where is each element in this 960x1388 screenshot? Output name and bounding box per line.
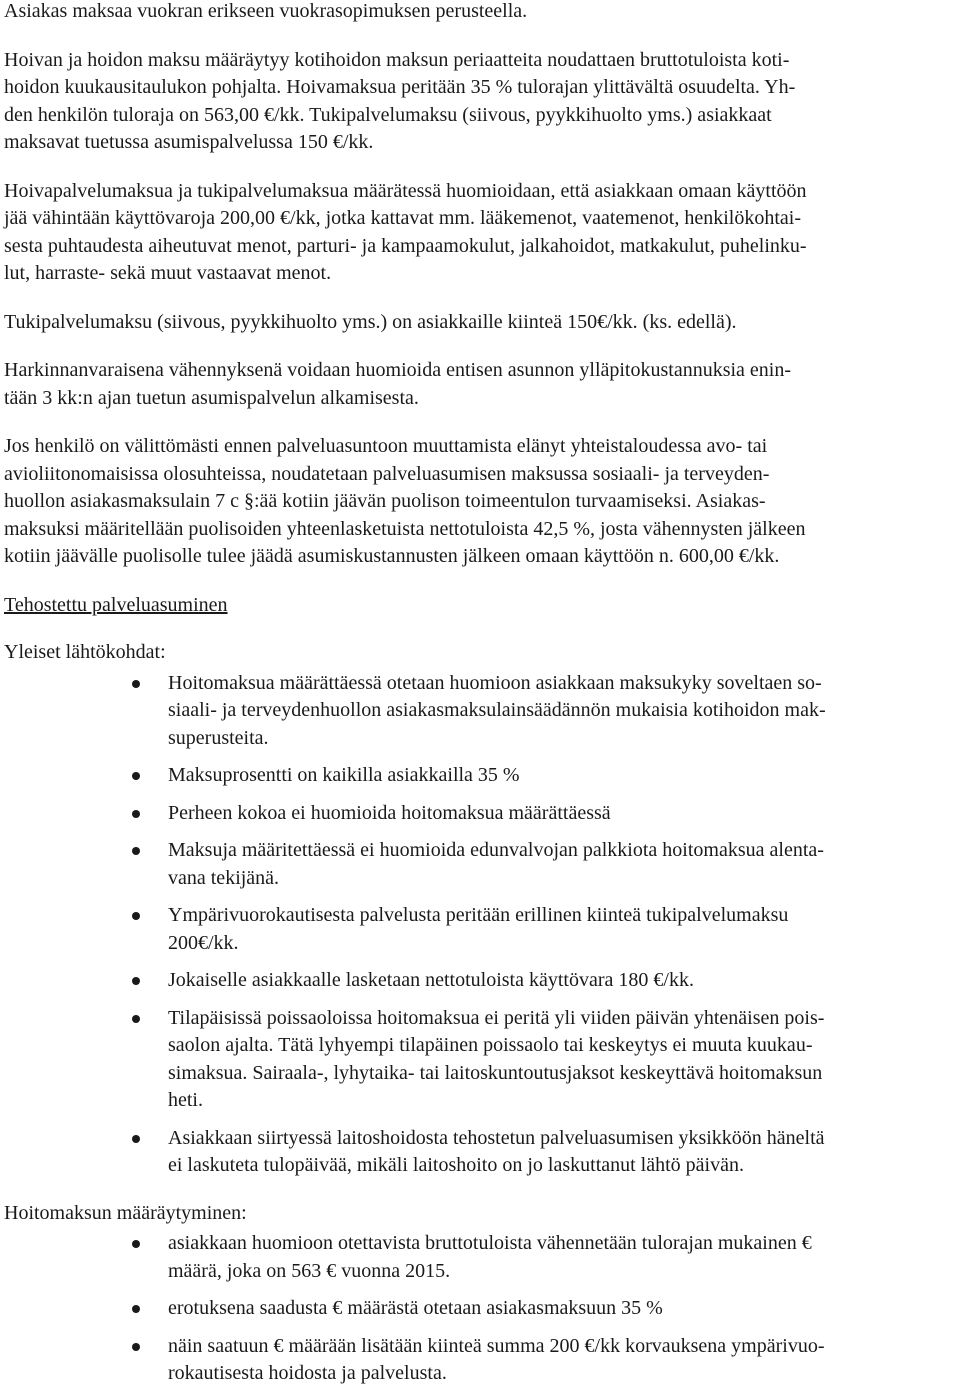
bullet-icon	[132, 1015, 140, 1023]
list-item	[4, 1005, 954, 1115]
bullet-icon	[132, 1343, 140, 1351]
list-item	[4, 1230, 954, 1285]
general-principles-label: Yleiset lähtökohdat:	[4, 641, 166, 663]
list-item	[4, 967, 954, 995]
bullet-icon	[132, 1240, 140, 1248]
list-item	[4, 1333, 954, 1388]
bullet-icon	[132, 977, 140, 985]
list-item-text: näin saatuun € määrään lisätään kiinteä summa 200 €/kk korvauksena ympärivuo- rokautisesta hoidosta ja palvelusta.	[168, 1334, 825, 1384]
list-item-text: Perheen kokoa ei huomioida hoitomaksua määrättäessä	[168, 801, 611, 824]
paragraph-discretionary-deduction: Harkinnanvaraisena vähennyksenä voidaan huomioida entisen asunnon ylläpitokustannuksia enin- tään 3 kk:n ajan tuetun asumispalvelun alkamisesta.	[4, 359, 792, 409]
bullet-icon	[132, 680, 140, 688]
general-principles-list	[4, 670, 954, 1180]
list-item	[4, 800, 954, 828]
list-item-text: asiakkaan huomioon otettavista bruttotuloista vähennetään tulorajan mukainen € määrä, joka on 563 € vuonna 2015.	[168, 1232, 812, 1282]
document-page	[4, 0, 954, 1388]
bullet-icon	[132, 847, 140, 855]
list-item	[4, 902, 954, 957]
paragraph-rent: Asiakas maksaa vuokran erikseen vuokrasopimuksen perusteella.	[4, 0, 528, 22]
bullet-icon	[132, 912, 140, 920]
list-item-text: Jokaiselle asiakkaalle lasketaan nettotuloista käyttövara 180 €/kk.	[168, 969, 694, 991]
fee-determination-label: Hoitomaksun määräytyminen:	[4, 1201, 247, 1224]
paragraph-care-fee: Hoivan ja hoidon maksu määräytyy kotihoidon maksun periaatteita noudattaen bruttotuloista koti- hoidon kuukausitaulukon pohjalta. Hoivamaksua peritään 35 % tulorajan ylittävältä osuudelta. Yh- den henkilön tuloraja on 563,00 €/kk. Tukipalvelumaksu (siivous, pyykkihuolto yms.) asiakkaat maksavat tuetussa asumispalvelussa 150 €/kk.	[4, 48, 796, 153]
list-item-text: Hoitomaksua määrättäessä otetaan huomioon asiakkaan maksukyky soveltaen so- siaali- ja terveydenhuollon asiakasmaksulainsäädännön mukaisia kotihoidon mak- superusteita.	[168, 671, 826, 749]
list-item	[4, 670, 954, 753]
section-heading: Tehostettu palveluasuminen	[4, 593, 228, 616]
fee-determination-list	[4, 1230, 954, 1388]
bullet-icon	[132, 1135, 140, 1143]
paragraph-spouse-rule: Jos henkilö on välittömästi ennen palveluasuntoon muuttamista elänyt yhteistaloudessa avo- tai avioliitonomaisissa olosuhteissa, noudatetaan palveluasumisen maksussa sosiaali- ja terveyden- huollon asiakasmaksulain 7 c §:ää kotiin jäävän puolison toimeentulon turvaamiseksi. Asiakas- maksuksi määritellään puolisoiden yhteenlasketuista nettotuloista 42,5 %, josta vähennysten jälkeen kotiin jäävälle puolisolle tulee jäädä asumiskustannusten jälkeen omaan käyttöön n. 600,00 €/kk.	[4, 435, 806, 567]
list-item-text: Maksuja määritettäessä ei huomioida edunvalvojan palkkiota hoitomaksua alenta- vana tekijänä.	[168, 839, 824, 889]
list-item	[4, 837, 954, 892]
list-item-text: Ympärivuorokautisesta palvelusta peritään erillinen kiinteä tukipalvelumaksu 200€/kk.	[168, 904, 789, 954]
list-item-text: erotuksena saadusta € määrästä otetaan asiakasmaksuun 35 %	[168, 1297, 663, 1319]
list-item-text: Maksuprosentti on kaikilla asiakkailla 35 %	[168, 764, 520, 786]
list-item	[4, 1295, 954, 1323]
bullet-icon	[132, 772, 140, 780]
paragraph-support-fee: Tukipalvelumaksu (siivous, pyykkihuolto yms.) on asiakkaille kiinteä 150€/kk. (ks. edellä).	[4, 310, 737, 333]
bullet-icon	[132, 810, 140, 818]
bullet-icon	[132, 1305, 140, 1313]
list-item	[4, 762, 954, 790]
paragraph-spending-money: Hoivapalvelumaksua ja tukipalvelumaksua määrätessä huomioidaan, että asiakkaan omaan käyttöön jää vähintään käyttövaroja 200,00 €/kk, jotka kattavat mm. lääkemenot, vaatemenot, henkilökohtai- sesta puhtaudesta aiheutuvat menot, parturi- ja kampaamokulut, jalkahoidot, matkakulut, puhelinku- lut, harraste- sekä muut vastaavat menot.	[4, 179, 807, 284]
list-item-text: Asiakkaan siirtyessä laitoshoidosta tehostetun palveluasumisen yksikköön häneltä ei laskuteta tulopäivää, mikäli laitoshoito on jo laskuttanut lähtö päivän.	[168, 1126, 825, 1176]
list-item	[4, 1125, 954, 1180]
list-item-text: Tilapäisissä poissaoloissa hoitomaksua ei peritä yli viiden päivän yhtenäisen pois- saolon ajalta. Tätä lyhyempi tilapäinen poissaolo tai keskeytys ei muuta kuukau- simaksua. Sairaala-, lyhytaika- tai laitoskuntoutusjaksot keskeyttävä hoitomaksun heti.	[168, 1006, 825, 1111]
